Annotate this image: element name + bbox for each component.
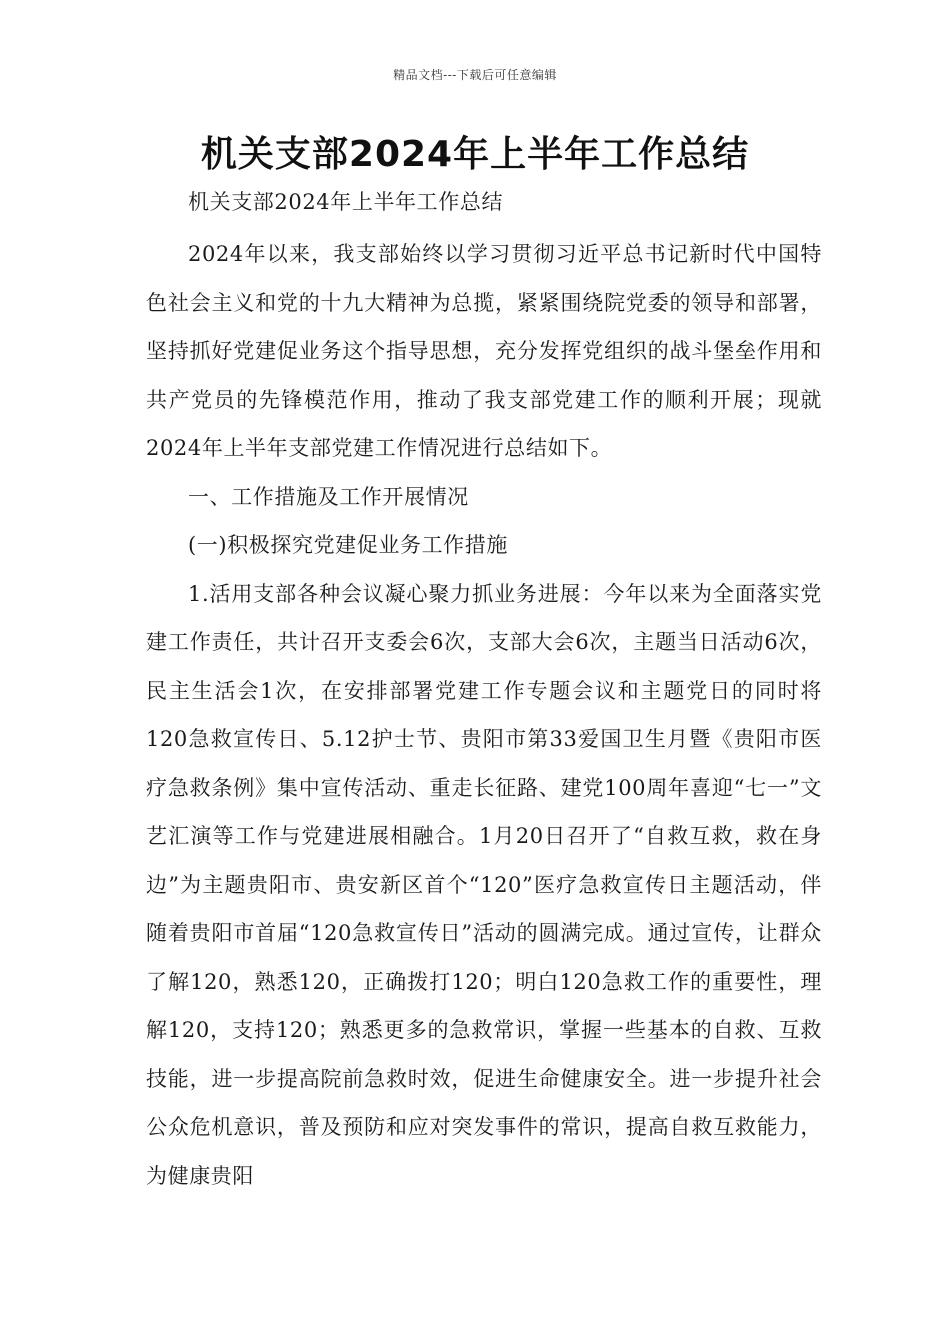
document-body [146, 182, 822, 1200]
section-heading: 一、工作措施及工作开展情况 [188, 484, 469, 509]
subsection-heading: (一)积极探究党建促业务工作措施 [188, 533, 508, 557]
subtitle-paragraph: 机关支部2024年上半年工作总结 [188, 190, 504, 214]
intro-paragraph: 2024年以来，我支部始终以学习贯彻习近平总书记新时代中国特色社会主义和党的十九大精神为总揽，紧紧围绕院党委的领导和部署，坚持抓好党建促业务这个指导思想，充分发挥党组织的战斗堡垒作用和共产党员的先锋模范作用，推动了我支部党建工作的顺利开展；现就2024年上半年支部党建工作情况进行总结如下。 [146, 242, 822, 460]
header-note: 精品文档---下载后可任意编辑 [393, 68, 557, 82]
body-paragraph: 1.活用支部各种会议凝心聚力抓业务进展：今年以来为全面落实党建工作责任，共计召开支委会6次，支部大会6次，主题当日活动6次，民主生活会1次，在安排部署党建工作专题会议和主题党日的同时将120急救宣传日、5.12护士节、贵阳市第33爱国卫生月暨《贵阳市医疗急救条例》集中宣传活动、重走长征路、建党100周年喜迎“七一”文艺汇演等工作与党建进展相融合。1月20日召开了“自救互救，救在身边”为主题贵阳市、贵安新区首个“120”医疗急救宣传日主题活动，伴随着贵阳市首届“120急救宣传日”活动的圆满完成。通过宣传，让群众了解120，熟悉120，正确拨打120；明白120急救工作的重要性，理解120，支持120；熟悉更多的急救常识，掌握一些基本的自救、互救技能，进一步提高院前急救时效，促进生命健康安全。进一步提升社会公众危机意识，普及预防和应对突发事件的常识，提高自救互救能力，为健康贵阳 [146, 581, 822, 1188]
document-title: 机关支部2024年上半年工作总结 [200, 134, 750, 175]
